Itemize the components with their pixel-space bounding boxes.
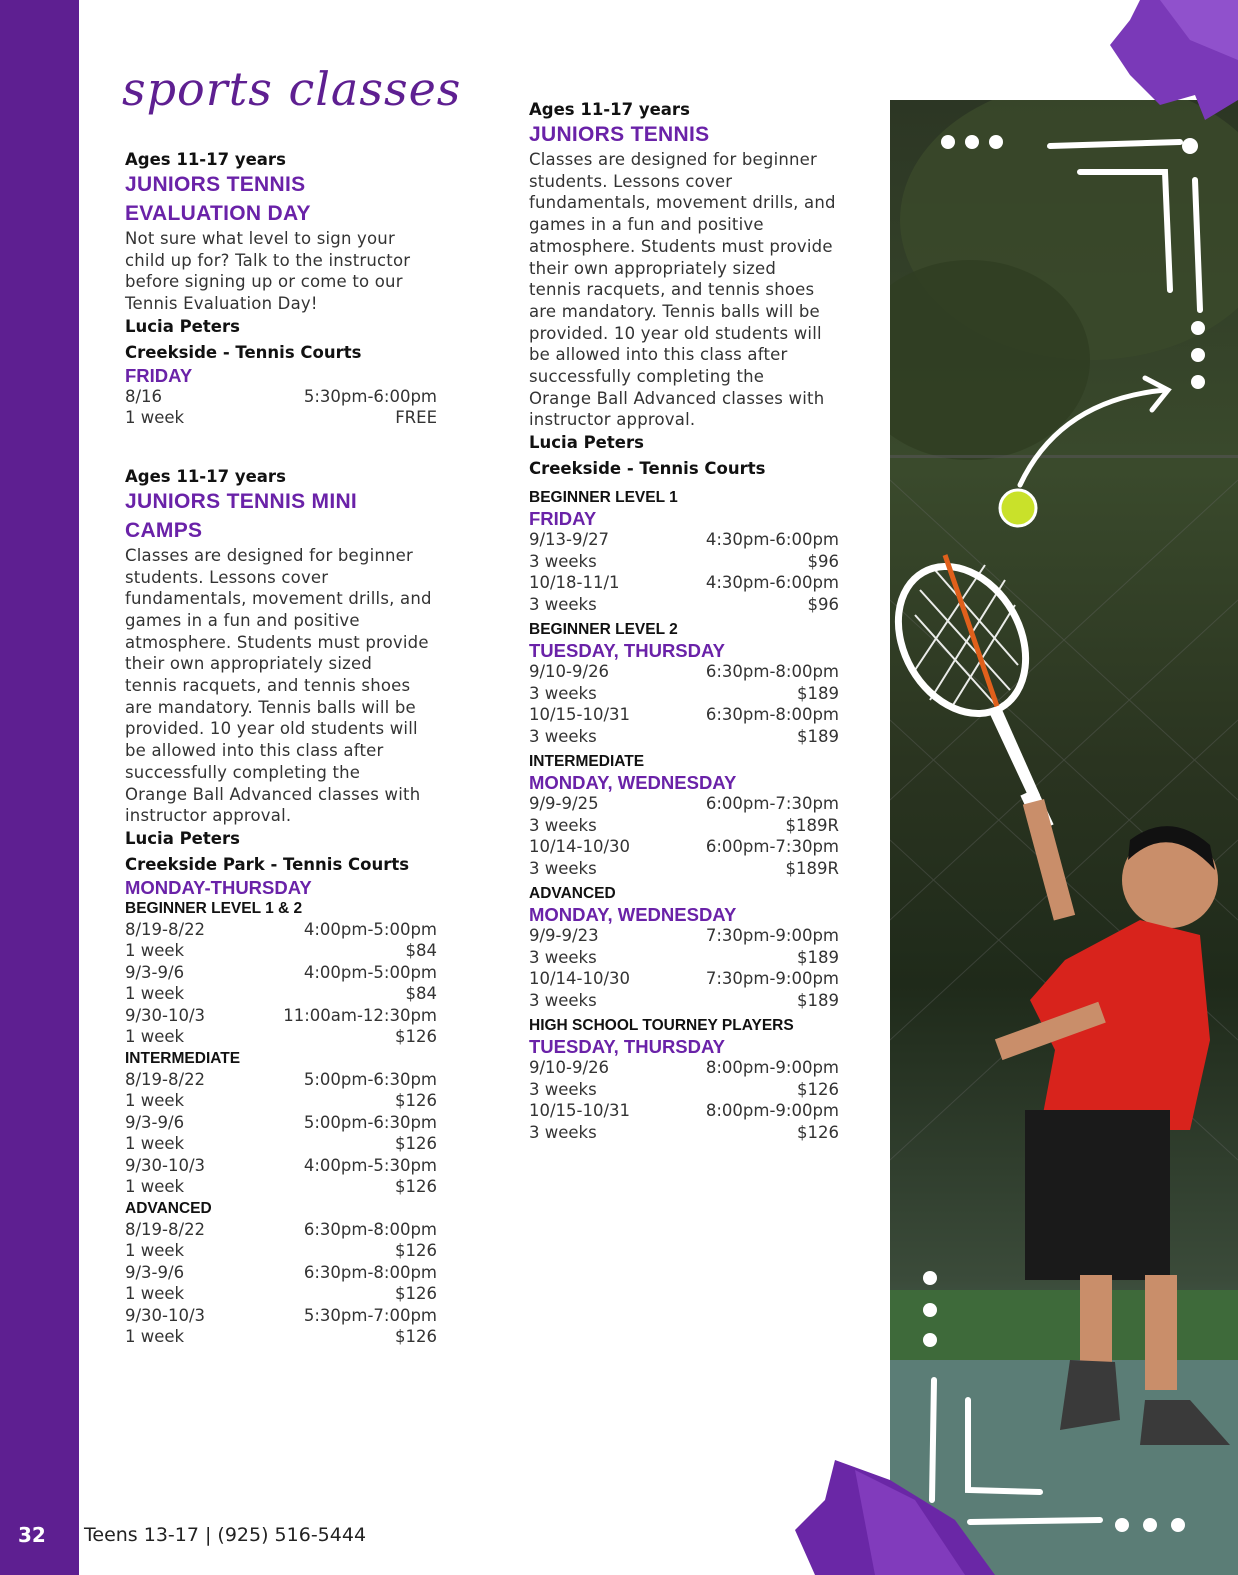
schedule-date: 3 weeks — [529, 990, 597, 1010]
schedule-row — [529, 704, 839, 726]
schedule-time: $189 — [797, 947, 839, 967]
description-line: successfully completing the — [125, 762, 361, 782]
description-line: Orange Ball Advanced classes with — [125, 784, 421, 804]
description-line: successfully completing the — [529, 367, 765, 387]
schedule-time: 6:30pm-8:00pm — [705, 705, 839, 725]
description-line: atmosphere. Students must provide — [529, 236, 833, 256]
schedule-date: 9/3-9/6 — [125, 1112, 185, 1132]
class-title: CAMPS — [125, 518, 203, 542]
schedule-time: 6:30pm-8:00pm — [303, 1219, 437, 1239]
schedule-date: 9/30-10/3 — [125, 1155, 206, 1175]
schedule-time: $84 — [405, 984, 437, 1004]
description-line: provided. 10 year old students will — [529, 323, 822, 343]
schedule-date: 9/10-9/26 — [529, 1058, 610, 1078]
schedule-time: 7:30pm-9:00pm — [705, 969, 839, 989]
schedule-row — [125, 919, 437, 941]
schedule-row — [529, 925, 839, 947]
schedule-row — [125, 1240, 437, 1262]
schedule-time: 8:00pm-9:00pm — [705, 1058, 839, 1078]
schedule-time: 6:00pm-7:30pm — [705, 837, 839, 857]
schedule-rows — [125, 386, 437, 429]
schedule-row — [529, 1079, 839, 1101]
page-number: 32 — [18, 1523, 46, 1547]
schedule-row — [529, 1122, 839, 1144]
class-description — [125, 545, 437, 827]
description-line: be allowed into this class after — [125, 741, 384, 761]
class-day: FRIDAY — [125, 364, 193, 386]
level-heading: BEGINNER LEVEL 2 — [529, 621, 678, 639]
level-heading: INTERMEDIATE — [125, 1049, 241, 1067]
class-title: EVALUATION DAY — [125, 202, 311, 225]
schedule-date: 9/30-10/3 — [125, 1005, 206, 1025]
schedule-time: $126 — [395, 1027, 437, 1047]
level-block — [529, 619, 839, 747]
description-line: games in a fun and positive — [529, 215, 764, 235]
schedule-date: 9/3-9/6 — [125, 1262, 185, 1282]
schedule-row — [125, 1005, 437, 1027]
schedule-row — [125, 1090, 437, 1112]
schedule-date: 10/14-10/30 — [529, 969, 631, 989]
schedule-date: 9/13-9/27 — [529, 530, 610, 550]
level-heading: HIGH SCHOOL TOURNEY PLAYERS — [529, 1017, 794, 1035]
description-line: are mandatory. Tennis balls will be — [125, 697, 416, 717]
schedule-row — [529, 1057, 839, 1079]
schedule-time: $126 — [395, 1177, 437, 1197]
description-line: atmosphere. Students must provide — [125, 632, 429, 652]
schedule-time: 6:30pm-8:00pm — [705, 662, 839, 682]
schedule-time: $189R — [785, 815, 839, 835]
schedule-date: 3 weeks — [529, 551, 597, 571]
schedule-time: 4:00pm-5:00pm — [303, 919, 437, 939]
location: Creekside - Tennis Courts — [125, 342, 362, 362]
description-line: are mandatory. Tennis balls will be — [529, 301, 820, 321]
schedule-date: 1 week — [125, 1091, 185, 1111]
description-line: Not sure what level to sign your — [125, 229, 395, 248]
schedule-time: FREE — [395, 408, 437, 428]
schedule-row — [125, 407, 437, 429]
schedule-row — [529, 594, 839, 616]
description-line: their own appropriately sized — [529, 258, 776, 278]
schedule-row — [125, 1112, 437, 1134]
class-title: JUNIORS TENNIS — [529, 123, 710, 146]
level-block — [529, 487, 839, 615]
right-column — [529, 100, 839, 1143]
schedule-date: 3 weeks — [529, 594, 597, 614]
sidebar-stripe — [0, 0, 79, 1575]
schedule-row — [529, 1100, 839, 1122]
level-block — [529, 751, 839, 879]
schedule-row — [529, 815, 839, 837]
instructor: Lucia Peters — [529, 433, 644, 453]
schedule-time: 8:00pm-9:00pm — [705, 1101, 839, 1121]
schedule-time: $189 — [797, 726, 839, 746]
class-description — [529, 149, 839, 431]
schedule-row — [529, 793, 839, 815]
description-line: instructor approval. — [529, 410, 696, 430]
class-title: JUNIORS TENNIS MINI — [125, 489, 358, 513]
purple-tape-top — [1100, 0, 1238, 120]
schedule-row — [529, 990, 839, 1012]
schedule-row — [125, 1133, 437, 1155]
class-day: TUESDAY, THURSDAY — [529, 640, 726, 662]
schedule-row — [125, 940, 437, 962]
age-range: Ages 11-17 years — [125, 150, 286, 169]
schedule-time: $189R — [785, 858, 839, 878]
description-line: Classes are designed for beginner — [125, 545, 414, 565]
description-line: child up for? Talk to the instructor — [125, 250, 411, 270]
description-line: instructor approval. — [125, 806, 292, 826]
schedule-row — [529, 683, 839, 705]
instructor: Lucia Peters — [125, 316, 240, 336]
schedule-row — [125, 1262, 437, 1284]
schedule-date: 10/15-10/31 — [529, 1101, 631, 1121]
instructor: Lucia Peters — [125, 828, 240, 848]
class-description — [125, 228, 437, 315]
schedule-row — [125, 962, 437, 984]
level-heading: BEGINNER LEVEL 1 — [529, 489, 678, 507]
level-heading: BEGINNER LEVEL 1 & 2 — [125, 899, 303, 917]
schedule-date: 1 week — [125, 941, 185, 961]
schedule-time: 4:00pm-5:30pm — [303, 1155, 437, 1175]
schedule-row — [529, 661, 839, 683]
schedule-date: 1 week — [125, 1284, 185, 1304]
schedule-row — [529, 836, 839, 858]
level-block — [529, 1015, 839, 1143]
schedule-time: 6:30pm-8:00pm — [303, 1262, 437, 1282]
schedule-date: 1 week — [125, 984, 185, 1004]
description-line: Classes are designed for beginner — [529, 150, 818, 169]
schedule-date: 1 week — [125, 1241, 185, 1261]
schedule-date: 9/30-10/3 — [125, 1305, 206, 1325]
schedule-date: 9/10-9/26 — [529, 662, 610, 682]
location: Creekside - Tennis Courts — [529, 459, 766, 479]
description-line: fundamentals, movement drills, and — [125, 589, 432, 609]
schedule-date: 3 weeks — [529, 1122, 597, 1142]
schedule-row — [529, 551, 839, 573]
level-heading: INTERMEDIATE — [529, 753, 645, 771]
level-block — [529, 883, 839, 1011]
schedule-time: 6:00pm-7:30pm — [705, 794, 839, 814]
purple-tape-bottom — [795, 1460, 995, 1575]
description-line: Tennis Evaluation Day! — [125, 294, 318, 314]
schedule-row — [529, 858, 839, 880]
schedule-row — [125, 1069, 437, 1091]
schedule-date: 3 weeks — [529, 683, 597, 703]
schedule-time: 5:30pm-6:00pm — [303, 386, 437, 406]
class-day: MONDAY, WEDNESDAY — [529, 772, 737, 794]
schedule-date: 8/16 — [125, 386, 163, 406]
schedule-date: 3 weeks — [529, 858, 597, 878]
schedule-date: 8/19-8/22 — [125, 919, 206, 939]
schedule-row — [125, 1219, 437, 1241]
schedule-time: $126 — [797, 1122, 839, 1142]
description-line: tennis racquets, and tennis shoes — [125, 676, 411, 696]
schedule-time: 5:30pm-7:00pm — [303, 1305, 437, 1325]
schedule-time: 4:30pm-6:00pm — [705, 530, 839, 550]
schedule-row — [125, 1283, 437, 1305]
schedule-date: 3 weeks — [529, 1079, 597, 1099]
schedule-date: 10/18-11/1 — [529, 573, 620, 593]
schedule-date: 9/9-9/25 — [529, 794, 599, 814]
description-line: their own appropriately sized — [125, 654, 372, 674]
schedule-date: 1 week — [125, 1134, 185, 1154]
schedule-time: 5:00pm-6:30pm — [303, 1112, 437, 1132]
schedule-time: $126 — [395, 1284, 437, 1304]
schedule-time: 4:30pm-6:00pm — [705, 573, 839, 593]
schedule-date: 9/9-9/23 — [529, 926, 599, 946]
description-line: before signing up or come to our — [125, 272, 403, 292]
description-line: fundamentals, movement drills, and — [529, 193, 836, 213]
schedule-row — [125, 1176, 437, 1198]
schedule-time: $126 — [395, 1134, 437, 1154]
schedule-time: $189 — [797, 990, 839, 1010]
location: Creekside Park - Tennis Courts — [125, 854, 410, 874]
level-list — [125, 898, 437, 1348]
description-line: tennis racquets, and tennis shoes — [529, 280, 815, 300]
schedule-time: $84 — [405, 941, 437, 961]
mini-camps-block — [125, 467, 437, 1348]
schedule-date: 1 week — [125, 1327, 185, 1347]
schedule-row — [529, 726, 839, 748]
schedule-date: 10/14-10/30 — [529, 837, 631, 857]
schedule-date: 8/19-8/22 — [125, 1219, 206, 1239]
schedule-time: $96 — [807, 594, 839, 614]
schedule-row — [125, 983, 437, 1005]
schedule-row — [125, 1155, 437, 1177]
eval-day-block — [125, 150, 437, 429]
tennis-player-photo — [890, 100, 1238, 1575]
schedule-row — [529, 947, 839, 969]
description-line: students. Lessons cover — [529, 171, 733, 191]
schedule-date: 1 week — [125, 1027, 185, 1047]
schedule-time: $126 — [395, 1327, 437, 1347]
description-line: be allowed into this class after — [529, 345, 788, 365]
level-heading: ADVANCED — [529, 885, 616, 903]
description-line: students. Lessons cover — [125, 567, 329, 587]
schedule-row — [125, 1326, 437, 1348]
schedule-date: 3 weeks — [529, 815, 597, 835]
schedule-row — [125, 1026, 437, 1048]
schedule-date: 1 week — [125, 1177, 185, 1197]
age-range: Ages 11-17 years — [529, 100, 690, 119]
age-range: Ages 11-17 years — [125, 466, 286, 486]
schedule-date: 3 weeks — [529, 726, 597, 746]
level-heading: ADVANCED — [125, 1199, 212, 1217]
class-day: TUESDAY, THURSDAY — [529, 1036, 726, 1058]
schedule-time: 11:00am-12:30pm — [283, 1005, 437, 1025]
class-day: MONDAY-THURSDAY — [125, 876, 312, 898]
schedule-time: $96 — [807, 551, 839, 571]
class-day: MONDAY, WEDNESDAY — [529, 904, 737, 926]
schedule-row — [125, 386, 437, 408]
description-line: provided. 10 year old students will — [125, 719, 418, 739]
schedule-row — [529, 968, 839, 990]
schedule-time: 5:00pm-6:30pm — [303, 1069, 437, 1089]
description-line: Orange Ball Advanced classes with — [529, 388, 825, 408]
schedule-date: 8/19-8/22 — [125, 1069, 206, 1089]
schedule-date: 1 week — [125, 408, 185, 428]
left-column — [125, 150, 437, 1348]
description-line: games in a fun and positive — [125, 610, 360, 630]
schedule-time: 4:00pm-5:00pm — [303, 962, 437, 982]
footer-contact: Teens 13-17 | (925) 516-5444 — [84, 1524, 367, 1546]
schedule-time: 7:30pm-9:00pm — [705, 926, 839, 946]
schedule-date: 10/15-10/31 — [529, 705, 631, 725]
level-list — [529, 487, 839, 1143]
class-title: JUNIORS TENNIS — [125, 173, 306, 196]
schedule-time: $189 — [797, 683, 839, 703]
schedule-time: $126 — [797, 1079, 839, 1099]
schedule-date: 9/3-9/6 — [125, 962, 185, 982]
section-title: sports classes — [122, 62, 462, 116]
schedule-row — [529, 572, 839, 594]
class-day: FRIDAY — [529, 508, 597, 530]
schedule-time: $126 — [395, 1241, 437, 1261]
schedule-row — [529, 529, 839, 551]
racket-doodle — [890, 543, 1054, 831]
schedule-time: $126 — [395, 1091, 437, 1111]
schedule-date: 3 weeks — [529, 947, 597, 967]
schedule-row — [125, 1305, 437, 1327]
